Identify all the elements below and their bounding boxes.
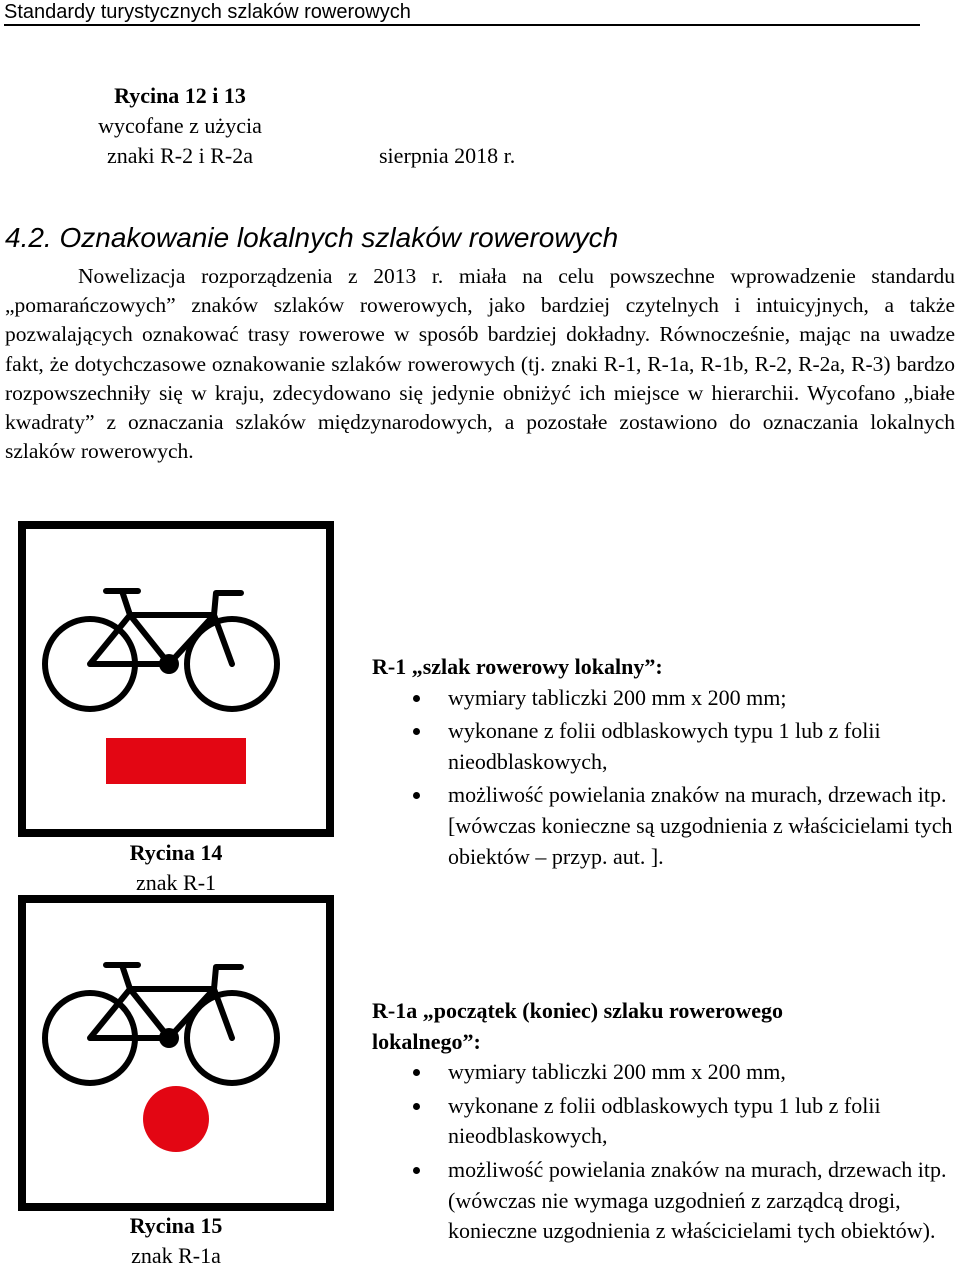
figure-caption-signs: znaki R-2 i R-2a — [106, 143, 254, 168]
sign-r1-caption — [18, 838, 334, 898]
list-item: wymiary tabliczki 200 mm x 200 mm, — [372, 1057, 958, 1088]
figure-caption-date: sierpnia 2018 r. — [379, 143, 516, 168]
list-item: możliwość powielania znaków na murach, drzewach itp. (wówczas nie wymaga uzgodnień z zarządcą drogi, konieczne uzgodnienia z właścicielami tych obiektów). — [372, 1155, 958, 1247]
sign-r1a-caption-title: Rycina 15 — [129, 1213, 223, 1238]
intro-paragraph-text: Nowelizacja rozporządzenia z 2013 r. miała na celu powszechne wprowadzenie standardu „pomarańczowych” znaków szlaków rowerowych, jako bardziej czytelnych i intuicyjnych, a także pozwalających oznakować trasy rowerowe w sposób bardziej dokładny. Równocześnie, mając na uwadze fakt, że dotychczasowe oznakowanie szlaków rowerowych (tj. znaki R-1, R-1a, R-1b, R-2, R-2a, R-3) bardzo rozpowszechniły się w kraju, zdecydowano się jedynie obniżyć ich miejsce w hierarchii. Wycofano „białe kwadraty” z oznaczania szlaków międzynarodowych, a pozostałe zostawiono do oznaczania lokalnych szlaków rowerowych. — [5, 264, 955, 464]
sign-r1a — [18, 895, 334, 1211]
list-item: wykonane z folii odblaskowych typu 1 lub z folii nieodblaskowych, — [372, 1091, 958, 1152]
section-heading: 4.2. Oznakowanie lokalnych szlaków rowerowych — [5, 222, 619, 253]
running-header-title: Standardy turystycznych szlaków rowerowych — [4, 1, 411, 23]
running-header — [4, 0, 920, 26]
sign-r1a-caption — [18, 1211, 334, 1271]
sign-r1a-bullet-list — [372, 1057, 958, 1247]
list-item: wymiary tabliczki 200 mm x 200 mm; — [372, 683, 958, 714]
figure-caption-status: wycofane z użycia — [98, 113, 262, 138]
sign-r1-caption-title: Rycina 14 — [129, 840, 223, 865]
figure-caption-title: Rycina 12 i 13 — [114, 83, 246, 108]
red-bar-marker — [106, 738, 246, 784]
sign-r1a-description-title: R-1a „początek (koniec) szlaku rowerowego lokalnego”: — [372, 998, 784, 1054]
sign-r1a-description — [372, 996, 958, 1250]
red-dot-marker — [143, 1086, 209, 1152]
sign-r1a-caption-sub: znak R-1a — [131, 1243, 221, 1268]
list-item: wykonane z folii odblaskowych typu 1 lub z folii nieodblaskowych, — [372, 716, 958, 777]
sign-r1 — [18, 521, 334, 837]
sign-r1-caption-sub: znak R-1 — [135, 870, 217, 895]
sign-r1-bullet-list — [372, 683, 958, 873]
bicycle-icon — [26, 529, 326, 829]
sign-r1-description — [372, 652, 958, 875]
sign-r1-description-title: R-1 „szlak rowerowy lokalny”: — [372, 654, 663, 679]
bicycle-icon — [26, 903, 326, 1203]
list-item: możliwość powielania znaków na murach, drzewach itp. [wówczas konieczne są uzgodnienia z właścicielami tych obiektów – przyp. aut. ]. — [372, 780, 958, 872]
intro-paragraph — [5, 262, 955, 466]
